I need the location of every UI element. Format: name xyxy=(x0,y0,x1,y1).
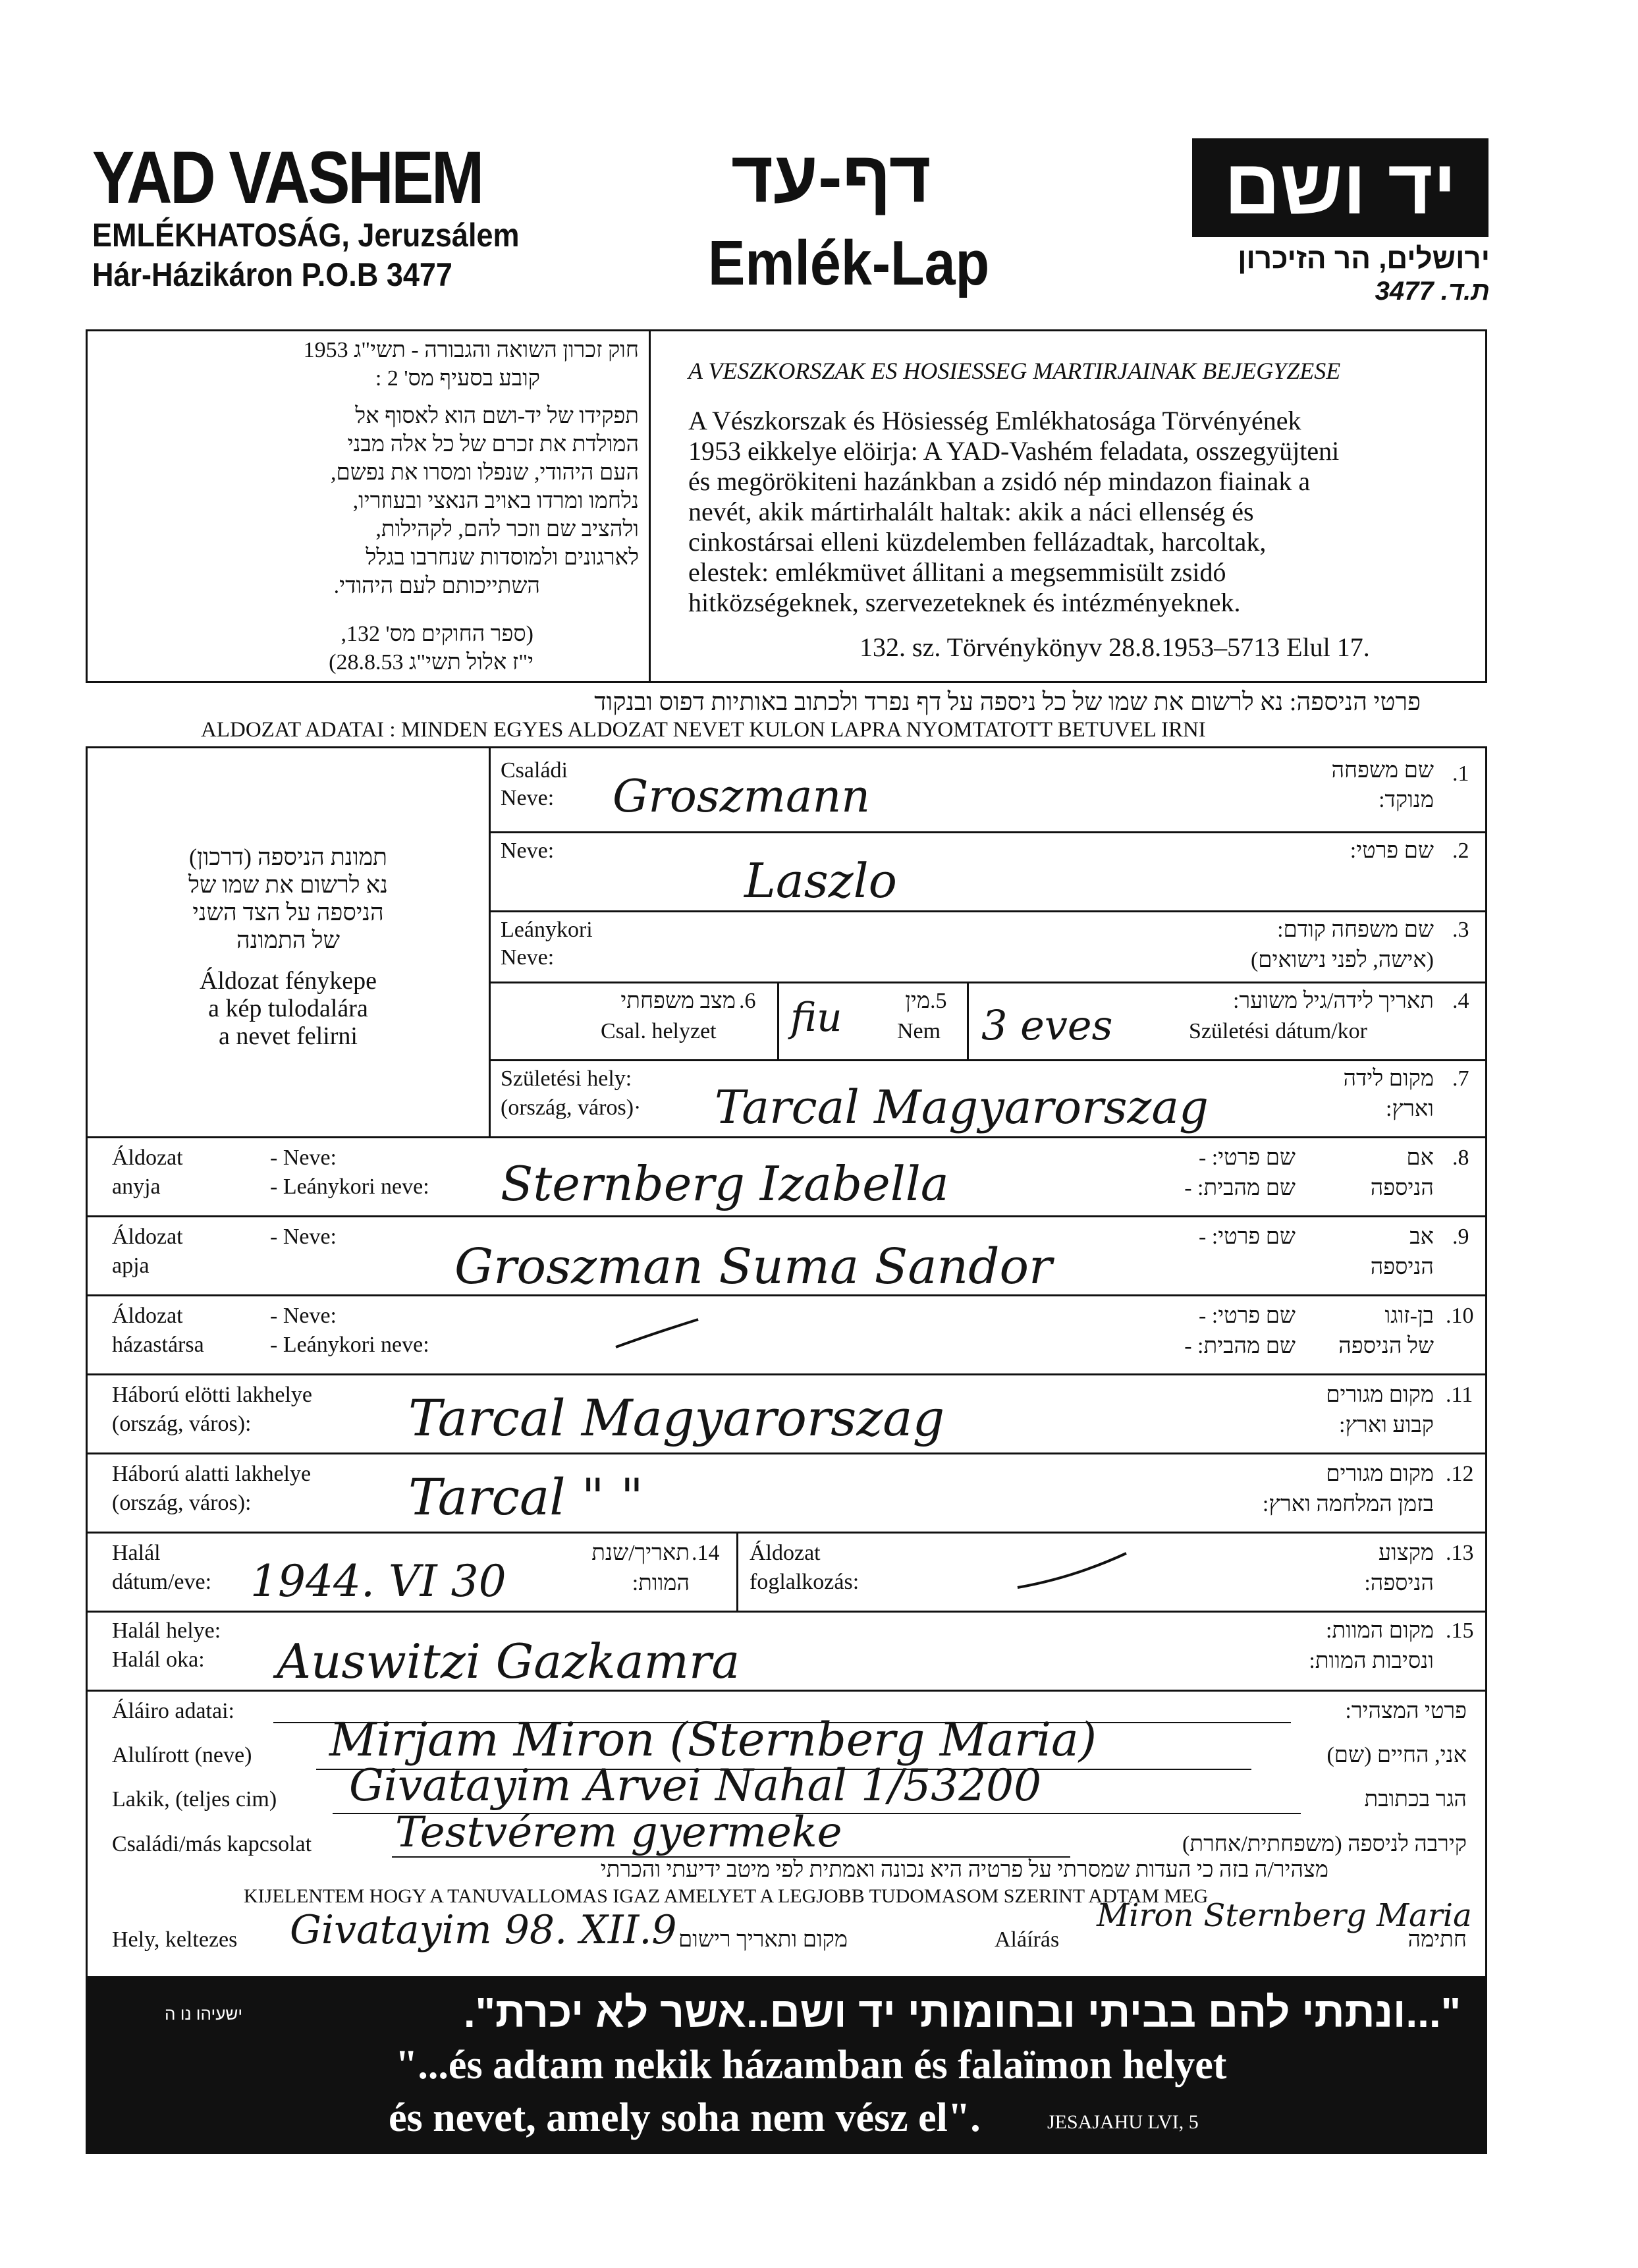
f1-num: .1 xyxy=(1452,761,1469,786)
yad-vashem-title: YAD VASHEM xyxy=(92,136,482,219)
first-name-value[interactable]: Laszlo xyxy=(744,853,897,908)
logo-hebrew: יד ושם xyxy=(1224,144,1457,231)
photo-hu: Áldozat fénykepe xyxy=(199,967,377,995)
f7-num: .7 xyxy=(1452,1066,1469,1091)
signer-name-value[interactable]: Mirjam Miron (Sternberg Maria) xyxy=(329,1713,1097,1767)
photo-he: של התמונה xyxy=(236,927,340,953)
law-hebrew xyxy=(92,336,639,677)
f11-hu1: Háború elötti lakhelye xyxy=(112,1383,313,1407)
law-hungarian xyxy=(688,356,1465,663)
f12-num: .12 xyxy=(1446,1462,1474,1486)
law-he-line: קובע בסעיף מס' 2 : xyxy=(375,366,540,391)
f6-num: .6 xyxy=(739,989,756,1013)
death-date-value[interactable]: 1944. VI 30 xyxy=(250,1556,506,1607)
daf-ed-title: דף-עד xyxy=(731,136,931,217)
f5-hu: Nem xyxy=(897,1019,941,1043)
father-value[interactable]: Groszman Suma Sandor xyxy=(454,1238,1052,1295)
place-date-value[interactable]: Givatayim 98. XII.9 xyxy=(290,1907,677,1953)
age-value[interactable]: 3 eves xyxy=(981,1001,1113,1049)
f10-he-b: של הניספה xyxy=(1338,1334,1434,1358)
f15-hu1: Halál helye: xyxy=(112,1618,221,1643)
f8-he-a: אם xyxy=(1406,1146,1434,1170)
birthplace-value[interactable]: Tarcal Magyarorszag xyxy=(715,1080,1209,1134)
f8-he-d: שם מהבית: - xyxy=(1184,1176,1296,1200)
f15-hu2: Halál oka: xyxy=(112,1647,205,1672)
law-hu-line: nevét, akik mártirhalált haltak: akik a náci ellenség és xyxy=(688,497,1254,526)
f8-he-c: שם פרטי: - xyxy=(1198,1146,1296,1170)
law-he-line: ולהציב שם וזכר להם, לקהילות, xyxy=(375,517,639,541)
law-hu-heading: A VESZKORSZAK ES HOSIESSEG MARTIRJAINAK BEJEGYZESE xyxy=(688,358,1341,384)
f7-he1: מקום לידה xyxy=(1343,1066,1434,1091)
f14-he2: המוות: xyxy=(632,1571,690,1595)
f9-hu-c: - Neve: xyxy=(270,1225,337,1249)
signature-hu: Aláírás xyxy=(995,1927,1060,1952)
instructions-hungarian: ALDOZAT ADATAI : MINDEN EGYES ALDOZAT NEVET KULON LAPRA NYOMTATOTT BETUVEL IRNI xyxy=(201,718,1206,742)
f7-hu2: (ország, város)· xyxy=(501,1095,642,1120)
f4-num: .4 xyxy=(1452,989,1469,1013)
photo-he: נא לרשום את שמו של xyxy=(188,871,388,898)
footer-hebrew-quote: "...ונתתי להם בביתי ובחומותי יד ושם..אשר לא יכרת". xyxy=(463,1989,1461,2036)
f8-hu-a: Áldozat xyxy=(112,1146,183,1170)
signer-relation-he: קירבה לניספה (משפחתית/אחרת) xyxy=(1182,1832,1467,1856)
f10-hu-b: házastársa xyxy=(112,1333,204,1357)
f2-hu: Neve: xyxy=(501,839,555,863)
law-he-line: השתייכותם לעם היהודי. xyxy=(333,574,540,598)
f8-num: .8 xyxy=(1452,1146,1469,1170)
f8-hu-b: anyja xyxy=(112,1175,161,1199)
f4-hu: Születési dátum/kor xyxy=(1189,1019,1368,1043)
family-name-value[interactable]: Groszmann xyxy=(613,771,871,823)
pob-hebrew: ת.ד. 3477 xyxy=(1375,277,1490,306)
f13-hu2: foglalkozás: xyxy=(750,1570,860,1594)
footer-hu-source: JESAJAHU LVI, 5 xyxy=(1047,2111,1199,2133)
f7-hu1: Születési hely: xyxy=(501,1066,632,1091)
f9-hu-b: apja xyxy=(112,1254,150,1278)
f3-he1: שם משפחה קודם: xyxy=(1277,918,1434,942)
emlek-lap-title: Emlék-Lap xyxy=(708,228,990,298)
f11-hu2: (ország, város): xyxy=(112,1412,252,1436)
f3-hu1: Leánykori xyxy=(501,918,593,942)
prewar-residence-value[interactable]: Tarcal Magyarorszag xyxy=(408,1389,945,1447)
f15-he1: מקום המוות: xyxy=(1325,1618,1434,1643)
law-he-line: חוק זכרון השואה והגבורה - תשי"ג 1953 xyxy=(303,338,639,362)
footer-banner xyxy=(86,1976,1487,2154)
f1-hu1: Családi xyxy=(501,758,568,783)
f8-hu-c: - Neve: xyxy=(270,1146,337,1170)
f8-he-b: הניספה xyxy=(1370,1176,1434,1200)
law-hu-line: A Vészkorszak és Hösiesség Emlékhatosága Törvényének xyxy=(688,406,1301,435)
f6-hu: Csal. helyzet xyxy=(601,1019,717,1043)
law-he-line: י"ז אלול תשי"ג 28.8.53) xyxy=(329,650,533,675)
footer-hu-line2: és nevet, amely soha nem vész el". xyxy=(389,2095,981,2140)
law-hu-line: cinkostársai elleni küzdelemben fellázadtak, harcoltak, xyxy=(688,527,1267,557)
jerusalem-hebrew: ירושלים, הר הזיכרון xyxy=(1238,242,1490,275)
f13-num: .13 xyxy=(1446,1541,1474,1565)
wartime-residence-value[interactable]: Tarcal " " xyxy=(408,1468,643,1526)
signer-address-hu: Lakik, (teljes cim) xyxy=(112,1787,277,1812)
law-he-line: נלחמו ומרדו באויב הנאצי ובעוזריו, xyxy=(352,489,639,513)
law-he-line: תפקידו של יד-ושם הוא לאסוף אל xyxy=(355,404,639,428)
signer-title-he: פרטי המצהיר: xyxy=(1345,1699,1467,1723)
photo-hu: a nevet felirni xyxy=(218,1022,358,1050)
f11-num: .11 xyxy=(1446,1383,1473,1407)
signer-relation-value[interactable]: Testvérem gyermeke xyxy=(395,1808,842,1857)
f1-hu2: Neve: xyxy=(501,786,555,810)
f5-num: .5 xyxy=(930,989,947,1013)
f5-he: מין xyxy=(905,989,930,1013)
f12-he1: מקום מגורים xyxy=(1326,1462,1434,1486)
death-cause-value[interactable]: Auswitzi Gazkamra xyxy=(277,1634,740,1689)
signer-name-he: אני, החיים (שם) xyxy=(1326,1743,1467,1767)
f9-he-b: הניספה xyxy=(1370,1255,1434,1279)
f13-he1: מקצוע xyxy=(1378,1541,1434,1565)
declaration-he: מצהיר/ה בזה כי העדות שמסרתי על פרטיה היא נכונה ואמתית לפי מיטב ידיעתי והכרתי xyxy=(600,1858,1328,1882)
f15-num: .15 xyxy=(1446,1618,1474,1643)
f9-num: .9 xyxy=(1452,1225,1469,1249)
law-he-line: המולדת את זכרם של כל אלה מבני xyxy=(347,432,639,456)
spouse-dash-mark xyxy=(613,1314,705,1354)
f13-hu1: Áldozat xyxy=(750,1541,821,1565)
photo-he: הניספה על הצד השני xyxy=(192,899,384,926)
signer-title-hu: Áláiro adatai: xyxy=(112,1699,234,1723)
yad-vashem-logo xyxy=(1192,138,1488,237)
f7-he2: וארץ: xyxy=(1386,1097,1434,1121)
authority-address: Hár-Házikáron P.O.B 3477 xyxy=(92,256,452,293)
f10-he-d: שם מהבית: - xyxy=(1184,1334,1296,1358)
law-hu-citation: 132. sz. Törvénykönyv 28.8.1953–5713 Elul 17. xyxy=(860,632,1370,662)
f1-he1: שם משפחה xyxy=(1331,758,1434,783)
f9-hu-a: Áldozat xyxy=(112,1225,183,1249)
f10-num: .10 xyxy=(1446,1304,1474,1328)
declaration-hu: KIJELENTEM HOGY A TANUVALLOMAS IGAZ AMELYET A LEGJOBB TUDOMASOM SZERINT ADTAM MEG xyxy=(244,1885,1209,1907)
footer-hebrew-source: ישעיהו נו ה xyxy=(165,2004,243,2024)
f11-he1: מקום מגורים xyxy=(1326,1383,1434,1407)
f2-num: .2 xyxy=(1452,839,1469,863)
law-he-line: (ספר החוקים מס' 132, xyxy=(341,622,533,646)
photo-he: תמונת הניספה (דרכון) xyxy=(188,844,388,870)
instructions-hebrew: פרטי הניספה: נא לרשום את שמו של כל ניספה על דף נפרד ולכתוב באותיות דפוס ובנקוד xyxy=(594,688,1421,716)
f10-he-a: בן-זוגו xyxy=(1384,1304,1434,1328)
law-hu-line: elestek: emlékmüvet állitani a megsemmisült zsidó xyxy=(688,557,1226,587)
signer-name-hu: Alulírott (neve) xyxy=(112,1743,252,1767)
law-hu-line: 1953 eikkelye elöirja: A YAD-Vashém feladata, osszegyüjteni xyxy=(688,436,1340,466)
law-he-line: העם היהודי, שנפלו ומסרו את נפשם, xyxy=(331,460,639,485)
signer-address-value[interactable]: Givatayim Arvei Nahal 1/53200 xyxy=(349,1760,1042,1811)
f10-he-c: שם פרטי: - xyxy=(1198,1304,1296,1328)
authority-name: EMLÉKHATOSÁG, Jeruzsálem xyxy=(92,217,520,254)
f3-he2: (אישה, לפני נישואים) xyxy=(1250,948,1434,972)
signature-he: חתימה xyxy=(1407,1927,1467,1952)
f6-he: מצב משפחתי xyxy=(620,989,736,1013)
f13-he2: הניספה: xyxy=(1364,1571,1434,1595)
f12-he2: בזמן המלחמה וארץ: xyxy=(1262,1492,1434,1516)
signer-relation-hu: Családi/más kapcsolat xyxy=(112,1832,312,1856)
sex-value[interactable]: fiu xyxy=(790,995,842,1041)
f4-he: תאריך לידה/גיל משוער: xyxy=(1233,989,1434,1013)
f14-num: .14 xyxy=(692,1541,720,1565)
f3-hu2: Neve: xyxy=(501,945,555,970)
place-date-he: מקום ותאריך רישום xyxy=(678,1927,848,1952)
f12-hu1: Háború alatti lakhelye xyxy=(112,1462,312,1486)
f14-hu1: Halál xyxy=(112,1541,161,1565)
f2-he: שם פרטי: xyxy=(1350,839,1434,863)
photo-area[interactable] xyxy=(92,843,484,1050)
f9-he-a: אב xyxy=(1409,1225,1434,1249)
f10-hu-a: Áldozat xyxy=(112,1304,183,1328)
f11-he2: קבוע וארץ: xyxy=(1339,1413,1434,1437)
f9-he-c: שם פרטי: - xyxy=(1198,1225,1296,1249)
f15-he2: ונסיבות המוות: xyxy=(1309,1649,1434,1673)
occupation-dash-mark xyxy=(1014,1548,1133,1594)
signature-value[interactable]: Miron Sternberg Maria xyxy=(1097,1897,1472,1934)
mother-value[interactable]: Sternberg Izabella xyxy=(501,1156,949,1211)
law-hu-line: és megörökiteni hazánkban a zsidó nép mindazon fiainak a xyxy=(688,466,1311,496)
law-hu-line: hitközségeknek, szervezeteknek és intézményeknek. xyxy=(688,588,1241,617)
f3-num: .3 xyxy=(1452,918,1469,942)
f14-hu2: dátum/eve: xyxy=(112,1570,212,1594)
photo-hu: a kép tulodalára xyxy=(208,995,368,1022)
f10-hu-c: - Neve: xyxy=(270,1304,337,1328)
signer-address-he: הגר בכתובת xyxy=(1364,1787,1467,1812)
f1-he2: מנוקד: xyxy=(1379,788,1434,812)
f8-hu-d: - Leánykori neve: xyxy=(270,1175,429,1199)
f14-he1: תאריך/שנת xyxy=(591,1541,690,1565)
place-date-hu: Hely, keltezes xyxy=(112,1927,238,1952)
f10-hu-d: - Leánykori neve: xyxy=(270,1333,429,1357)
law-he-line: לארגונים ולמוסדות שנחרבו בגלל xyxy=(366,545,639,570)
footer-hu-line1: "...és adtam nekik házamban és falaïmon helyet xyxy=(395,2043,1227,2088)
f12-hu2: (ország, város): xyxy=(112,1491,252,1515)
